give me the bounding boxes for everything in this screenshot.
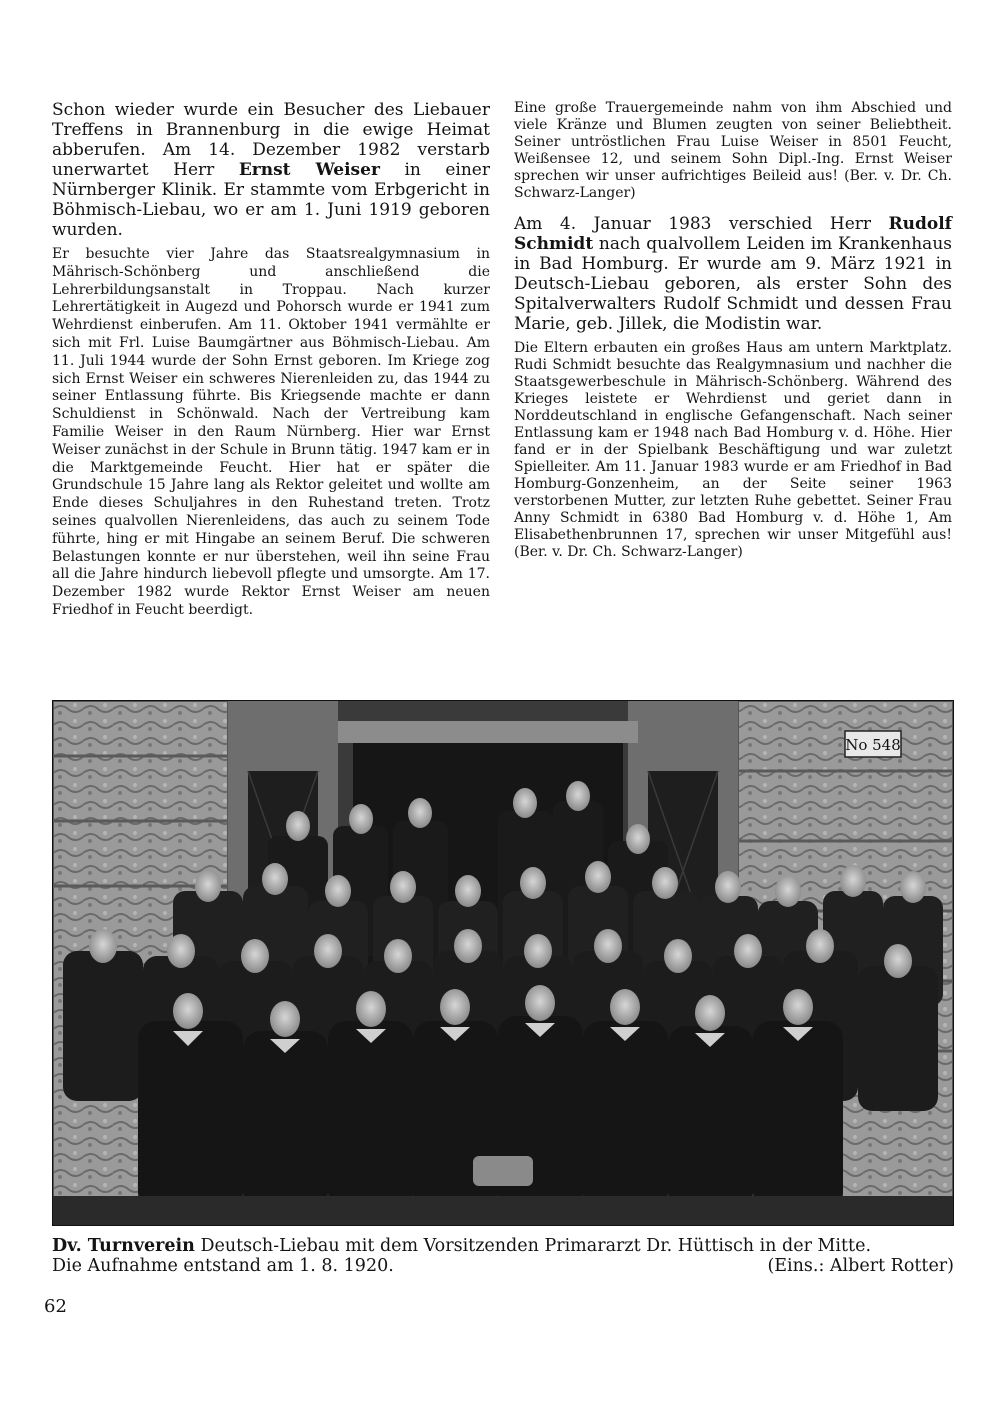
deceased-name: Ernst Weiser [238,160,380,180]
caption-credit: (Eins.: Albert Rotter) [767,1256,954,1276]
page-number: 62 [44,1296,67,1317]
obituary-lead [514,214,952,334]
obituary-continuation: Eine große Trauergemeinde nahm von ihm Abschied und viele Kränze und Blumen zeugten von seiner Beliebtheit. Seiner untröstlichen Frau Luise Weiser in 8501 Feucht, Weißensee 12, und seinem Sohn Dipl.-Ing. Ernst Weiser sprechen wir unser aufrichtiges Beileid aus! (Ber. v. Dr. Ch. Schwarz-Langer) [514,100,952,201]
caption-bold: Dv. Turnverein [52,1236,195,1256]
lead-text: Am 4. Januar 1983 verschied Herr [514,214,889,234]
obituary-body: Die Eltern erbauten ein großes Haus am untern Marktplatz. Rudi Schmidt besuchte das Realgymnasium und nachher die Staatsgewerbeschule in Mährisch-Schönberg. Während des Krieges leistete er Wehrdienst und geriet dann in Norddeutschland in englische Gefangenschaft. Nach seiner Entlassung kam er 1948 nach Bad Homburg v. d. Höhe. Hier fand er in der Spielbank Beschäftigung und war zuletzt Spielleiter. Am 11. Januar 1983 wurde er am Friedhof in Bad Homburg-Gonzenheim, an der Seite seiner 1963 verstorbenen Mutter, zur letzten Ruhe gebettet. Seiner Frau Anny Schmidt in 6380 Bad Homburg v. d. Höhe 1, Am Elisabethenbrunnen 17, sprechen wir unser Mitgefühl aus! (Ber. v. Dr. Ch. Schwarz-Langer) [514,340,952,560]
obituary-body: Er besuchte vier Jahre das Staatsrealgymnasium in Mährisch-Schönberg und anschließend die Lehrerbildungsanstalt in Troppau. Nach kurzer Lehrertätigkeit in Augezd und Pohorsch wurde er 1941 zum Wehrdienst einberufen. Am 11. Oktober 1941 vermählte er sich mit Frl. Luise Baumgärtner aus Böhmisch-Liebau. Am 11. Juli 1944 wurde der Sohn Ernst geboren. Im Kriege zog sich Ernst Weiser ein schweres Nierenleiden zu, das 1944 zu seiner Entlassung führte. Bis Kriegsende machte er dann Schuldienst in Schönwald. Nach der Vertreibung kam Familie Weiser in den Raum Nürnberg. Hier war Ernst Weiser zunächst in der Schule in Brunn tätig. 1947 kam er in die Marktgemeinde Feucht. Hier hat er später die Grundschule 15 Jahre lang als Rektor geleitet und wollte am Ende dieses Schuljahres in den Ruhestand treten. Trotz seines qualvollen Nierenleidens, das auch zu seinem Tode führte, hing er mit Hingabe an seinem Beruf. Die schweren Belastungen konnte er nur überstehen, weil ihn seine Frau all die Jahre hindurch liebevoll pflegte und umsorgte. Am 17. Dezember 1982 wurde Rektor Ernst Weiser am neuen Friedhof in Feucht beerdigt. [52,246,490,618]
lead-text: in einer Nürnberger Klinik. Er stammte vom Erbgericht in Böhmisch-Liebau, wo er am 1. Juni 1919 geboren wurden. [52,160,490,240]
caption-rest: Deutsch-Liebau mit dem Vorsitzenden Primararzt Dr. Hüttisch in der Mitte. [194,1236,872,1256]
group-photo-drawing [53,701,953,1225]
caption-text [52,1236,871,1256]
caption-line-2 [52,1256,954,1276]
obituary-rudolf-schmidt [514,100,952,561]
caption-line-1 [52,1236,954,1256]
group-photo [52,700,954,1226]
lead-text: Schon wieder wurde ein Besucher des Liebauer Treffens in Brannenburg in die ewige Heimat abberufen. Am 14. Dezember 1982 verstarb unerwartet Herr [52,100,490,180]
obituary-lead [52,100,490,240]
caption-date: Die Aufnahme entstand am 1. 8. 1920. [52,1256,394,1276]
obituary-ernst-weiser [52,100,490,620]
house-number-plate: No 548 [845,736,901,754]
deceased-name: Rudolf Schmidt [514,214,952,254]
photo-caption [52,1236,954,1276]
lead-text: nach qualvollem Leiden im Krankenhaus in Bad Homburg. Er wurde am 9. März 1921 in Deutsch-Liebau geboren, als erster Sohn des Spitalverwalters Rudolf Schmidt und dessen Frau Marie, geb. Jillek, die Modistin war. [514,234,952,334]
